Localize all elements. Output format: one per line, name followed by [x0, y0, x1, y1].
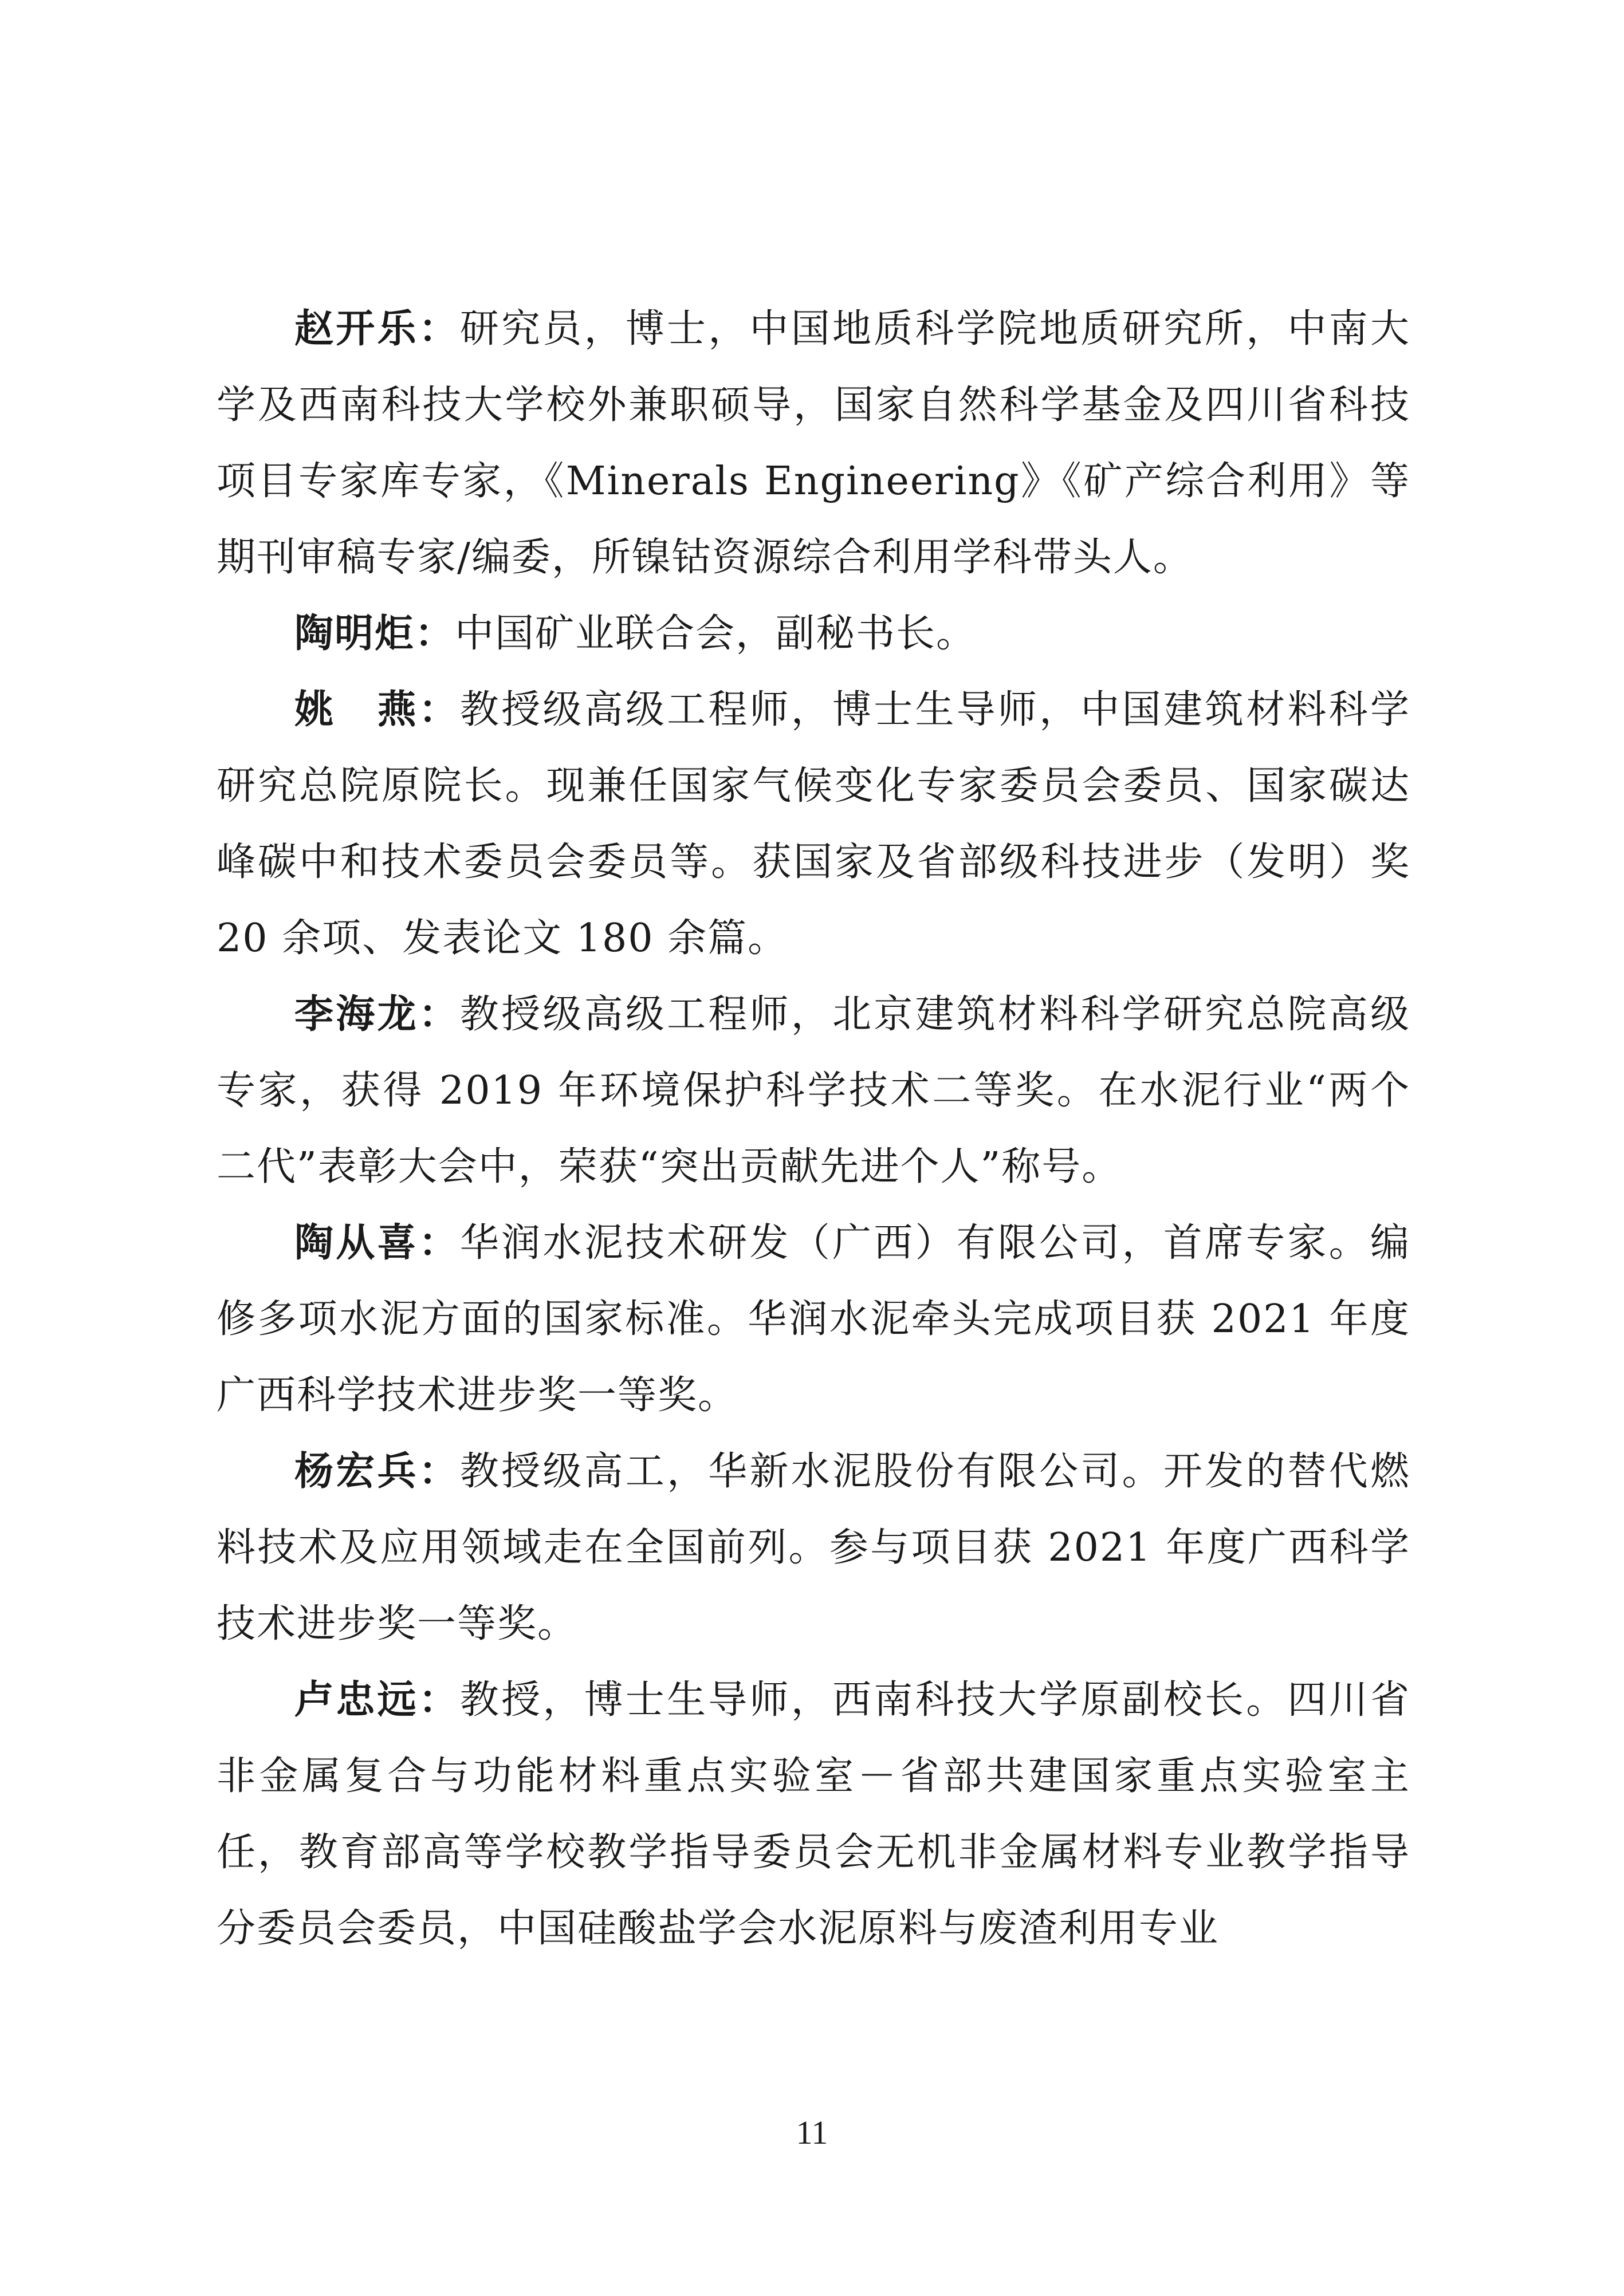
person-name: 杨宏兵： — [294, 1449, 460, 1494]
person-bio: 中国矿业联合会，副秘书长。 — [455, 611, 977, 656]
entry-tao-congxi — [217, 1205, 1410, 1433]
page-number: 11 — [796, 2114, 828, 2151]
person-name: 陶从喜： — [294, 1220, 460, 1266]
person-name: 陶明炬： — [294, 611, 455, 656]
entry-lu-zhongyuan — [217, 1662, 1410, 1967]
person-bio: 教授，博士生导师，西南科技大学原副校长。四川省非金属复合与功能材料重点实验室－省部共建国家重点实验室主任，教育部高等学校教学指导委员会无机非金属材料专业教学指导分委员会委员，中国硅酸盐学会水泥原料与废渣利用专业 — [217, 1677, 1410, 1951]
entry-li-hailong — [217, 976, 1410, 1205]
person-name: 卢忠远： — [294, 1677, 460, 1723]
entry-tao-mingju — [217, 596, 1410, 672]
entry-yang-hongbing — [217, 1433, 1410, 1662]
entry-yao-yan — [217, 672, 1410, 976]
person-bio: 教授级高级工程师，北京建筑材料科学研究总院高级专家，获得 2019 年环境保护科学技术二等奖。在水泥行业“两个二代”表彰大会中，荣获“突出贡献先进个人”称号。 — [217, 992, 1410, 1190]
person-bio: 研究员，博士，中国地质科学院地质研究所，中南大学及西南科技大学校外兼职硕导，国家自然科学基金及四川省科技项目专家库专家，《Minerals Engineering》《矿产综合利用》等期刊审稿专家/编委，所镍钴资源综合利用学科带头人。 — [217, 306, 1410, 580]
person-name: 赵开乐： — [294, 306, 460, 352]
person-name: 姚 燕： — [294, 687, 460, 732]
person-bio: 教授级高工，华新水泥股份有限公司。开发的替代燃料技术及应用领域走在全国前列。参与项目获 2021 年度广西科学技术进步奖一等奖。 — [217, 1449, 1410, 1647]
person-name: 李海龙： — [294, 992, 460, 1037]
person-bio: 教授级高级工程师，博士生导师，中国建筑材料科学研究总院原院长。现兼任国家气候变化专家委员会委员、国家碳达峰碳中和技术委员会委员等。获国家及省部级科技进步（发明）奖 20 余项、发表论文 180 余篇。 — [217, 687, 1410, 961]
person-bio: 华润水泥技术研发（广西）有限公司，首席专家。编修多项水泥方面的国家标准。华润水泥牵头完成项目获 2021 年度广西科学技术进步奖一等奖。 — [217, 1220, 1410, 1418]
document-body — [217, 291, 1410, 1967]
entry-zhao-kaile — [217, 291, 1410, 596]
